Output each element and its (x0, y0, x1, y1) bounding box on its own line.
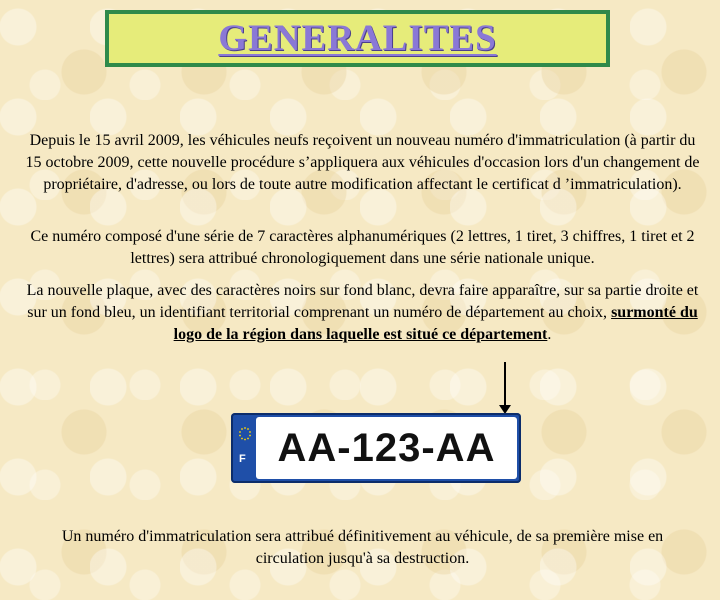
title-box (105, 10, 610, 67)
license-plate-image (231, 413, 521, 483)
arrow-down-icon (504, 362, 506, 406)
paragraph-plate-description (25, 280, 700, 346)
plate-number: AA-123-AA (277, 425, 496, 470)
paragraph-intro: Depuis le 15 avril 2009, les véhicules neufs reçoivent un nouveau numéro d'immatriculation (à partir du 15 octobre 2009, cette nouvelle procédure s’appliquera aux véhicules d'occasion lors d'un changement de propriétaire, d'adresse, ou lors de toute autre modification affectant le certificat d ’immatriculation). (25, 132, 700, 193)
paragraph-end-punctuation: . (547, 326, 552, 343)
paragraph-format: Ce numéro composé d'une série de 7 caractères alphanumériques (2 lettres, 1 tiret, 3 chiffres, 1 tiret et 2 lettres) sera attribué chronologiquement dans une série nationale unique. (30, 228, 695, 267)
eu-stars-icon (235, 419, 255, 477)
paragraph-plate-text: La nouvelle plaque, avec des caractères noirs sur fond blanc, devra faire apparaître, sur sa partie droite et sur un fond bleu, un identifiant territorial comprenant un numéro de département au choix, (26, 282, 699, 321)
plate-number-area (256, 417, 517, 479)
underlined-region-logo-text: surmonté du logo de la région dans laquelle est situé ce département (173, 304, 698, 343)
page-title: GENERALITES (218, 18, 497, 59)
paragraph-conclusion: Un numéro d'immatriculation sera attribué définitivement au véhicule, de sa première mise en circulation jusqu'à sa destruction. (61, 528, 664, 567)
country-code-label: F (239, 453, 246, 465)
